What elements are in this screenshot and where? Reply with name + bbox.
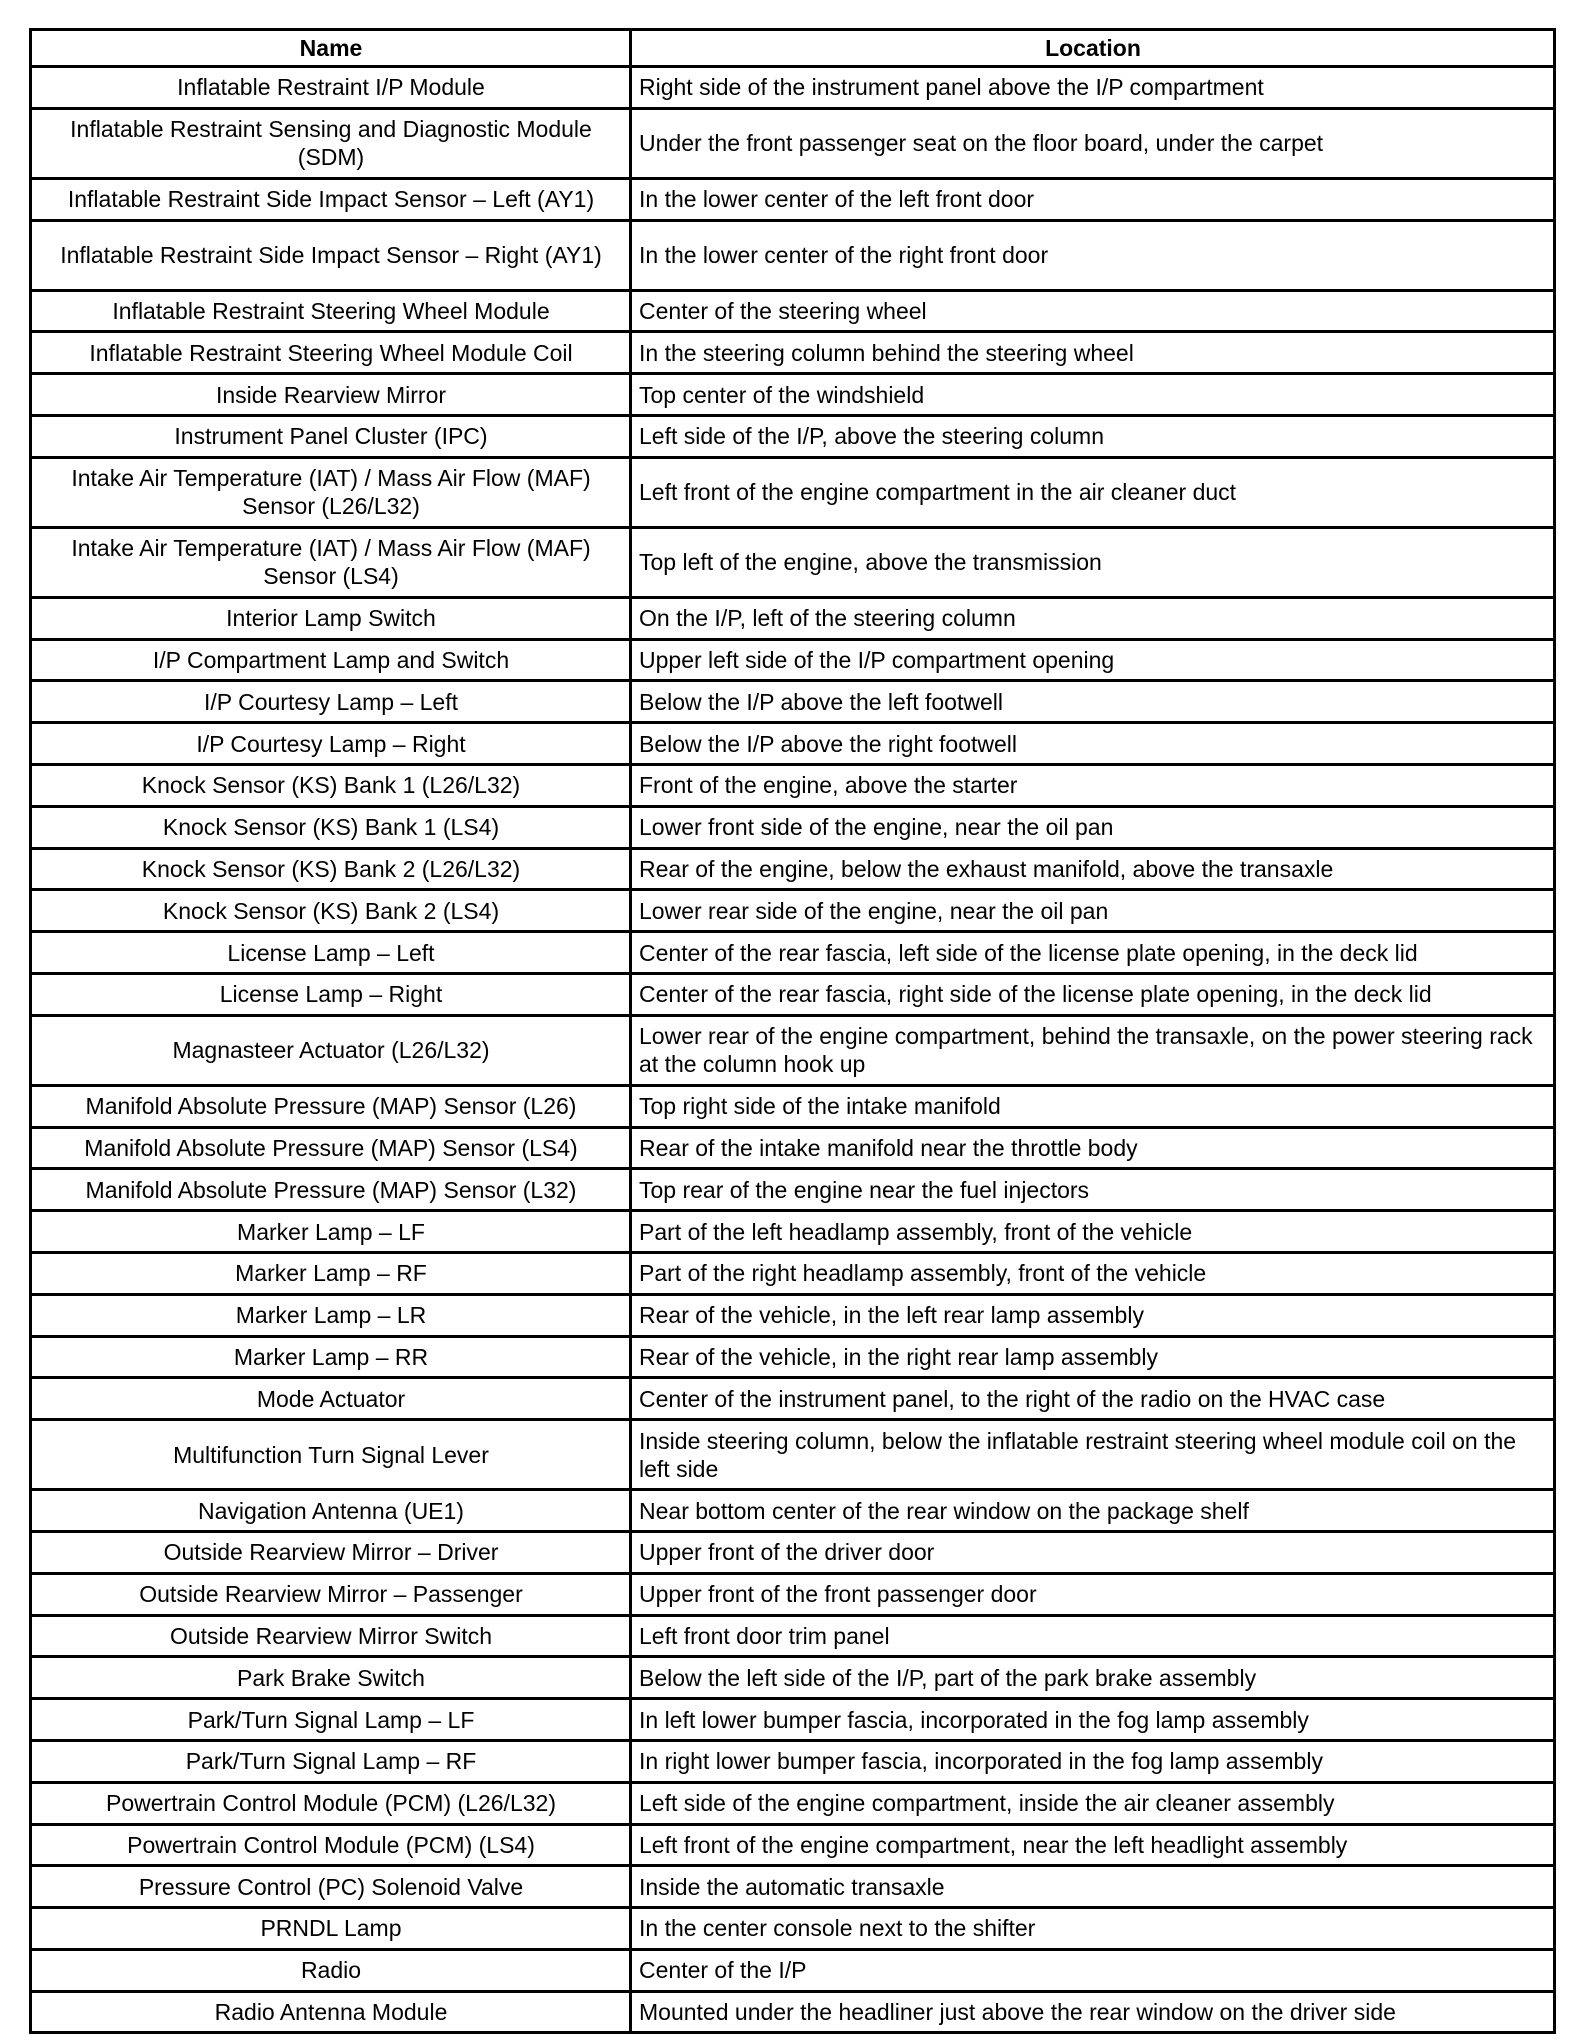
component-location-cell: Left front of the engine compartment, near the left headlight assembly xyxy=(631,1824,1555,1866)
component-name-cell: Inflatable Restraint I/P Module xyxy=(31,67,631,109)
component-location-cell: Top right side of the intake manifold xyxy=(631,1085,1555,1127)
component-name-cell: Outside Rearview Mirror Switch xyxy=(31,1615,631,1657)
component-name-cell: Manifold Absolute Pressure (MAP) Sensor (LS4) xyxy=(31,1127,631,1169)
table-row xyxy=(31,67,1555,109)
component-name-cell: Knock Sensor (KS) Bank 2 (LS4) xyxy=(31,890,631,932)
table-row xyxy=(31,108,1555,178)
table-row xyxy=(31,178,1555,220)
component-location-cell: Center of the steering wheel xyxy=(631,290,1555,332)
table-row xyxy=(31,1378,1555,1420)
component-location-cell: Rear of the vehicle, in the left rear lamp assembly xyxy=(631,1294,1555,1336)
table-row xyxy=(31,597,1555,639)
component-location-cell: Center of the I/P xyxy=(631,1949,1555,1991)
component-location-cell: Rear of the vehicle, in the right rear lamp assembly xyxy=(631,1336,1555,1378)
component-location-cell: Below the I/P above the right footwell xyxy=(631,723,1555,765)
component-location-cell: Inside steering column, below the inflatable restraint steering wheel module coil on the left side xyxy=(631,1420,1555,1490)
component-name-cell: Outside Rearview Mirror – Passenger xyxy=(31,1573,631,1615)
component-name-cell: Inflatable Restraint Side Impact Sensor – Left (AY1) xyxy=(31,178,631,220)
component-name-cell: Navigation Antenna (UE1) xyxy=(31,1490,631,1532)
table-row xyxy=(31,290,1555,332)
component-name-cell: Knock Sensor (KS) Bank 2 (L26/L32) xyxy=(31,848,631,890)
component-name-cell: Marker Lamp – RF xyxy=(31,1252,631,1294)
component-location-cell: Top left of the engine, above the transmission xyxy=(631,527,1555,597)
component-name-cell: Marker Lamp – LF xyxy=(31,1211,631,1253)
component-location-cell: In the steering column behind the steering wheel xyxy=(631,332,1555,374)
table-row xyxy=(31,973,1555,1015)
component-name-cell: Inflatable Restraint Steering Wheel Module xyxy=(31,290,631,332)
component-location-cell: Left side of the I/P, above the steering column xyxy=(631,415,1555,457)
component-name-cell: Magnasteer Actuator (L26/L32) xyxy=(31,1015,631,1085)
component-location-cell: Lower rear side of the engine, near the oil pan xyxy=(631,890,1555,932)
component-location-cell: Upper front of the driver door xyxy=(631,1531,1555,1573)
component-location-cell: Upper left side of the I/P compartment opening xyxy=(631,639,1555,681)
table-row xyxy=(31,1294,1555,1336)
component-location-cell: Top center of the windshield xyxy=(631,374,1555,416)
component-name-cell: License Lamp – Right xyxy=(31,973,631,1015)
component-location-cell: Left front door trim panel xyxy=(631,1615,1555,1657)
component-name-cell: Intake Air Temperature (IAT) / Mass Air Flow (MAF) Sensor (LS4) xyxy=(31,527,631,597)
component-name-cell: Inflatable Restraint Steering Wheel Module Coil xyxy=(31,332,631,374)
component-name-cell: Powertrain Control Module (PCM) (LS4) xyxy=(31,1824,631,1866)
table-row xyxy=(31,764,1555,806)
component-location-cell: Left side of the engine compartment, inside the air cleaner assembly xyxy=(631,1782,1555,1824)
component-name-cell: Park Brake Switch xyxy=(31,1657,631,1699)
component-name-cell: Radio Antenna Module xyxy=(31,1991,631,2033)
table-row xyxy=(31,1782,1555,1824)
component-name-cell: Manifold Absolute Pressure (MAP) Sensor (L32) xyxy=(31,1169,631,1211)
table-row xyxy=(31,1336,1555,1378)
table-row xyxy=(31,1824,1555,1866)
table-row xyxy=(31,457,1555,527)
component-location-cell: On the I/P, left of the steering column xyxy=(631,597,1555,639)
component-location-cell: Under the front passenger seat on the floor board, under the carpet xyxy=(631,108,1555,178)
component-name-cell: Inside Rearview Mirror xyxy=(31,374,631,416)
component-location-cell: In the lower center of the left front door xyxy=(631,178,1555,220)
component-location-cell: Mounted under the headliner just above the rear window on the driver side xyxy=(631,1991,1555,2033)
table-row xyxy=(31,1211,1555,1253)
component-name-cell: Park/Turn Signal Lamp – LF xyxy=(31,1699,631,1741)
component-name-cell: I/P Courtesy Lamp – Left xyxy=(31,681,631,723)
table-row xyxy=(31,1866,1555,1908)
component-name-cell: Mode Actuator xyxy=(31,1378,631,1420)
table-row xyxy=(31,681,1555,723)
component-name-cell: Radio xyxy=(31,1949,631,1991)
component-location-cell: Top rear of the engine near the fuel injectors xyxy=(631,1169,1555,1211)
table-row xyxy=(31,1420,1555,1490)
table-row xyxy=(31,806,1555,848)
component-location-cell: Center of the instrument panel, to the right of the radio on the HVAC case xyxy=(631,1378,1555,1420)
table-row xyxy=(31,1657,1555,1699)
header-location: Location xyxy=(631,30,1555,67)
component-name-cell: PRNDL Lamp xyxy=(31,1908,631,1950)
table-row xyxy=(31,1991,1555,2033)
component-name-cell: Instrument Panel Cluster (IPC) xyxy=(31,415,631,457)
component-location-cell: Near bottom center of the rear window on the package shelf xyxy=(631,1490,1555,1532)
table-row xyxy=(31,332,1555,374)
component-name-cell: Multifunction Turn Signal Lever xyxy=(31,1420,631,1490)
component-location-cell: Rear of the engine, below the exhaust manifold, above the transaxle xyxy=(631,848,1555,890)
component-name-cell: Marker Lamp – LR xyxy=(31,1294,631,1336)
component-name-cell: Knock Sensor (KS) Bank 1 (LS4) xyxy=(31,806,631,848)
component-name-cell: Powertrain Control Module (PCM) (L26/L32) xyxy=(31,1782,631,1824)
table-row xyxy=(31,1615,1555,1657)
table-row xyxy=(31,1908,1555,1950)
component-name-cell: I/P Compartment Lamp and Switch xyxy=(31,639,631,681)
component-location-cell: Part of the right headlamp assembly, front of the vehicle xyxy=(631,1252,1555,1294)
component-location-cell: Center of the rear fascia, left side of the license plate opening, in the deck lid xyxy=(631,932,1555,974)
component-location-cell: Part of the left headlamp assembly, front of the vehicle xyxy=(631,1211,1555,1253)
component-location-cell: In left lower bumper fascia, incorporated in the fog lamp assembly xyxy=(631,1699,1555,1741)
table-row xyxy=(31,1085,1555,1127)
component-name-cell: License Lamp – Left xyxy=(31,932,631,974)
table-body xyxy=(31,67,1555,2033)
table-row xyxy=(31,374,1555,416)
table-row xyxy=(31,1169,1555,1211)
component-location-cell: Center of the rear fascia, right side of the license plate opening, in the deck lid xyxy=(631,973,1555,1015)
table-row xyxy=(31,1531,1555,1573)
component-name-cell: Inflatable Restraint Side Impact Sensor – Right (AY1) xyxy=(31,220,631,290)
component-location-cell: Lower front side of the engine, near the oil pan xyxy=(631,806,1555,848)
table-row xyxy=(31,1740,1555,1782)
component-name-cell: Inflatable Restraint Sensing and Diagnostic Module (SDM) xyxy=(31,108,631,178)
table-row xyxy=(31,1573,1555,1615)
component-name-cell: Intake Air Temperature (IAT) / Mass Air Flow (MAF) Sensor (L26/L32) xyxy=(31,457,631,527)
component-location-cell: In the center console next to the shifter xyxy=(631,1908,1555,1950)
component-location-cell: Below the left side of the I/P, part of the park brake assembly xyxy=(631,1657,1555,1699)
component-location-cell: In right lower bumper fascia, incorporated in the fog lamp assembly xyxy=(631,1740,1555,1782)
table-row xyxy=(31,890,1555,932)
component-location-cell: Right side of the instrument panel above the I/P compartment xyxy=(631,67,1555,109)
component-location-table xyxy=(29,28,1556,2034)
component-name-cell: Marker Lamp – RR xyxy=(31,1336,631,1378)
component-location-cell: Front of the engine, above the starter xyxy=(631,764,1555,806)
table-row xyxy=(31,932,1555,974)
component-name-cell: Outside Rearview Mirror – Driver xyxy=(31,1531,631,1573)
table-row xyxy=(31,639,1555,681)
component-name-cell: Knock Sensor (KS) Bank 1 (L26/L32) xyxy=(31,764,631,806)
table-row xyxy=(31,220,1555,290)
table-row xyxy=(31,1949,1555,1991)
table-row xyxy=(31,723,1555,765)
component-location-cell: Below the I/P above the left footwell xyxy=(631,681,1555,723)
table-row xyxy=(31,527,1555,597)
component-location-cell: Left front of the engine compartment in the air cleaner duct xyxy=(631,457,1555,527)
table-row xyxy=(31,848,1555,890)
table-row xyxy=(31,1252,1555,1294)
table-row xyxy=(31,1015,1555,1085)
component-location-cell: Rear of the intake manifold near the throttle body xyxy=(631,1127,1555,1169)
table-row xyxy=(31,1127,1555,1169)
component-location-cell: Upper front of the front passenger door xyxy=(631,1573,1555,1615)
header-name: Name xyxy=(31,30,631,67)
table-row xyxy=(31,1699,1555,1741)
component-name-cell: Park/Turn Signal Lamp – RF xyxy=(31,1740,631,1782)
component-name-cell: I/P Courtesy Lamp – Right xyxy=(31,723,631,765)
component-location-cell: Lower rear of the engine compartment, behind the transaxle, on the power steering rack at the column hook up xyxy=(631,1015,1555,1085)
component-name-cell: Pressure Control (PC) Solenoid Valve xyxy=(31,1866,631,1908)
component-name-cell: Interior Lamp Switch xyxy=(31,597,631,639)
component-name-cell: Manifold Absolute Pressure (MAP) Sensor (L26) xyxy=(31,1085,631,1127)
component-location-cell: Inside the automatic transaxle xyxy=(631,1866,1555,1908)
table-row xyxy=(31,415,1555,457)
table-row xyxy=(31,1490,1555,1532)
component-location-cell: In the lower center of the right front door xyxy=(631,220,1555,290)
header-row xyxy=(31,30,1555,67)
